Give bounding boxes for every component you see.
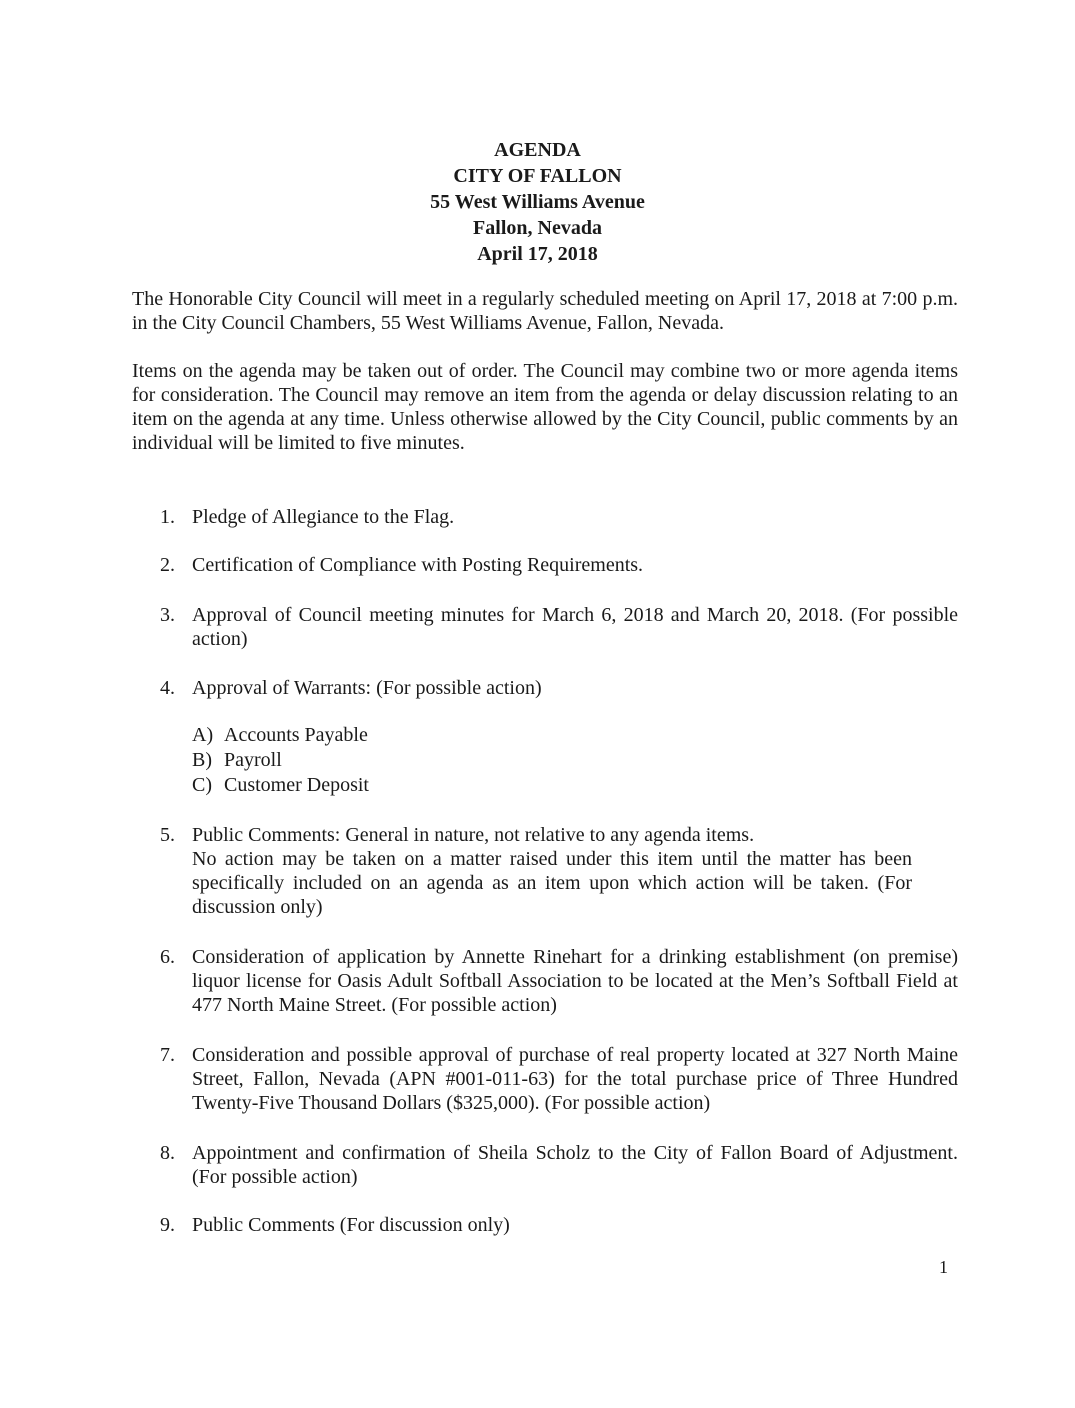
item-text: Certification of Compliance with Posting Requirements. [192,554,644,576]
item-number: 6. [160,946,175,968]
warrant-item-b [192,748,369,773]
header-location: Fallon, Nevada [473,217,602,239]
agenda-item-4 [160,676,958,700]
warrant-text: Accounts Payable [224,724,368,746]
warrant-letter: A) [192,724,214,746]
page-number: 1 [939,1257,948,1277]
item-number: 7. [160,1044,175,1066]
item-number: 4. [160,677,175,699]
item-text: Consideration of application by Annette Rinehart for a drinking establishment (on premise) liquor license for Oasis Adult Softball Association to be located at the Men’s Softball Field at 477 North Maine Street. (For possible action) [192,946,958,1016]
agenda-item-1 [160,505,958,529]
warrant-item-a [192,723,369,748]
item-text: Pledge of Allegiance to the Flag. [192,506,455,528]
item-number: 1. [160,506,175,528]
intro-meeting-paragraph: The Honorable City Council will meet in a regularly scheduled meeting on April 17, 2018 at 7:00 p.m. in the City Council Chambers, 55 West Williams Avenue, Fallon, Nevada. [132,288,958,334]
header-address: 55 West Williams Avenue [430,191,645,213]
header-date: April 17, 2018 [477,243,598,265]
agenda-item-7 [160,1043,958,1115]
agenda-item-3 [160,603,958,651]
agenda-item-6 [160,945,958,1017]
header-city: CITY OF FALLON [453,165,622,187]
item-text: Public Comments (For discussion only) [192,1214,510,1236]
item-number: 9. [160,1214,175,1236]
item-number: 3. [160,604,175,626]
item-number: 8. [160,1142,175,1164]
warrants-sub-list [192,723,369,798]
item-text-line1: Public Comments: General in nature, not relative to any agenda items. [192,824,755,846]
item-text: Consideration and possible approval of purchase of real property located at 327 North Maine Street, Fallon, Nevada (APN #001-011-63) for the total purchase price of Three Hundred Twenty-Five Thousand Dollars ($325,000). (For possible action) [192,1044,958,1114]
warrant-letter: B) [192,749,212,771]
header-title: AGENDA [494,139,581,161]
agenda-item-8 [160,1141,958,1189]
agenda-header [0,137,1075,267]
agenda-item-2 [160,553,958,577]
warrant-item-c [192,773,369,798]
warrant-text: Payroll [224,749,282,771]
agenda-item-5 [160,823,958,919]
item-text: Approval of Warrants: (For possible action) [192,677,542,699]
warrant-letter: C) [192,774,212,796]
agenda-item-9 [160,1213,958,1237]
item-number: 5. [160,824,175,846]
item-text: Appointment and confirmation of Sheila Scholz to the City of Fallon Board of Adjustment. (For possible action) [192,1142,958,1188]
item-number: 2. [160,554,175,576]
item-text-rest: No action may be taken on a matter raised under this item until the matter has been specifically included on an agenda as an item upon which action will be taken. (For discussion only) [192,848,912,918]
item-text: Approval of Council meeting minutes for March 6, 2018 and March 20, 2018. (For possible action) [192,604,958,650]
warrant-text: Customer Deposit [224,774,369,796]
intro-rules-paragraph: Items on the agenda may be taken out of order. The Council may combine two or more agenda items for consideration. The Council may remove an item from the agenda or delay discussion relating to an item on the agenda at any time. Unless otherwise allowed by the City Council, public comments by an individual will be limited to five minutes. [132,360,958,454]
